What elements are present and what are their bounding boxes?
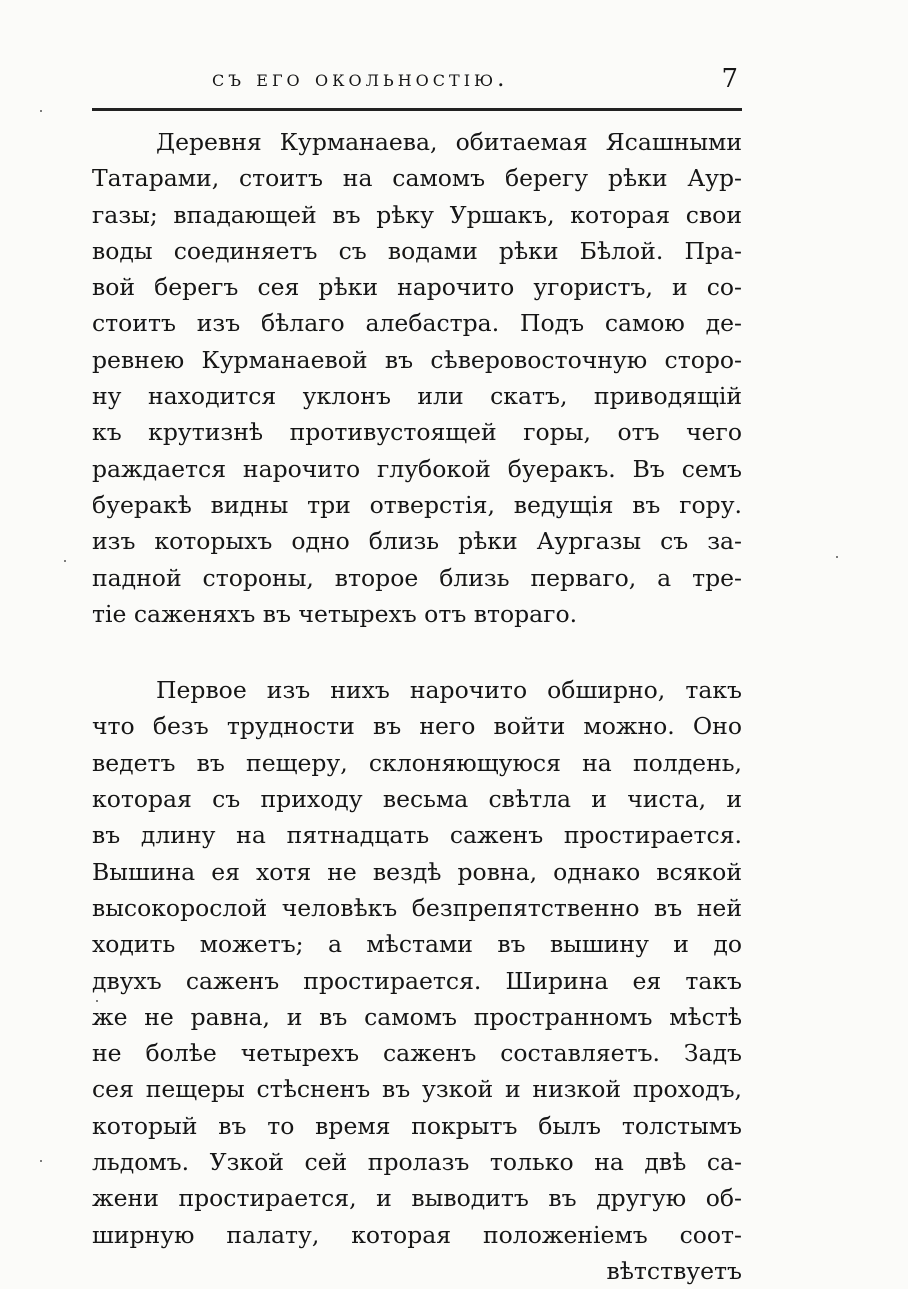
text-line: высокорослой человѣкъ безпрепятственно въ ней (92, 893, 742, 922)
text-line: Первое изъ нихъ нарочито обширно, такъ (156, 676, 742, 705)
text-line: изъ которыхъ одно близь рѣки Аургазы съ за- (92, 527, 742, 556)
text-line: который въ то время покрытъ былъ толстымъ (92, 1111, 742, 1140)
text-line: не болѣе четырехъ саженъ составляетъ. Задъ (92, 1039, 742, 1068)
text-line: же не равна, и въ самомъ пространномъ мѣстѣ (92, 1002, 742, 1031)
text-line: раждается нарочито глубокой буеракъ. Въ семъ (92, 454, 742, 483)
text-line: ходить можетъ; а мѣстами въ вышину и до (92, 930, 742, 959)
text-line: стоитъ изъ бѣлаго алебастра. Подъ самою де- (92, 309, 742, 338)
running-title: съ его окольностію. (212, 66, 509, 92)
text-line: въ длину на пятнадцать саженъ простирается. (92, 821, 742, 850)
text-line: падной стороны, второе близь перваго, а тре- (92, 563, 742, 592)
text-line: буеракѣ видны три отверстія, ведущія въ гору. (92, 490, 742, 519)
text-line: сея пещеры стѣсненъ въ узкой и низкой проходъ, (92, 1075, 742, 1104)
text-line: ну находится уклонъ или скатъ, приводящій (92, 382, 742, 411)
paper-speck (40, 110, 42, 112)
text-line: которая съ приходу весьма свѣтла и чиста, и (92, 785, 742, 814)
text-line: ширную палату, которая положеніемъ соот- (92, 1220, 742, 1249)
page-number: 7 (721, 64, 738, 94)
paper-speck (64, 560, 66, 562)
text-line: ведетъ въ пещеру, склоняющуюся на полдень, (92, 748, 742, 777)
paragraph-2 (92, 672, 742, 1253)
paper-speck (96, 1000, 98, 1002)
header-rule (92, 108, 742, 111)
text-line: Деревня Курманаева, обитаемая Ясашными (156, 128, 742, 156)
catchword: вѣтствуетъ (606, 1256, 742, 1285)
paper-speck (40, 1160, 42, 1162)
text-line: что безъ трудности въ него войти можно. Оно (92, 712, 742, 741)
text-line: вой берегъ сея рѣки нарочито угористъ, и со- (92, 273, 742, 302)
text-line: Вышина ея хотя не вездѣ ровна, однако всякой (92, 857, 742, 886)
text-line: двухъ саженъ простирается. Ширина ея такъ (92, 966, 742, 995)
paragraph-1 (92, 124, 742, 632)
running-head (92, 66, 742, 102)
text-line: тіе саженяхъ въ четырехъ отъ втораго. (92, 599, 578, 628)
text-line: жени простирается, и выводитъ въ другую об- (92, 1184, 742, 1213)
body-text (92, 124, 742, 1289)
text-line: газы; впадающей въ рѣку Уршакъ, которая свои (92, 200, 742, 229)
text-line: Татарами, стоитъ на самомъ берегу рѣки Аур- (92, 164, 742, 193)
text-line: къ крутизнѣ противустоящей горы, отъ чего (92, 418, 742, 447)
text-line: ревнею Курманаевой въ сѣверовосточную сторо- (92, 345, 742, 374)
paper-speck (836, 556, 838, 558)
text-line: льдомъ. Узкой сей пролазъ только на двѣ са- (92, 1148, 742, 1177)
text-line: воды соединяетъ съ водами рѣки Бѣлой. Пра- (92, 236, 742, 265)
paragraph-gap (92, 632, 742, 672)
